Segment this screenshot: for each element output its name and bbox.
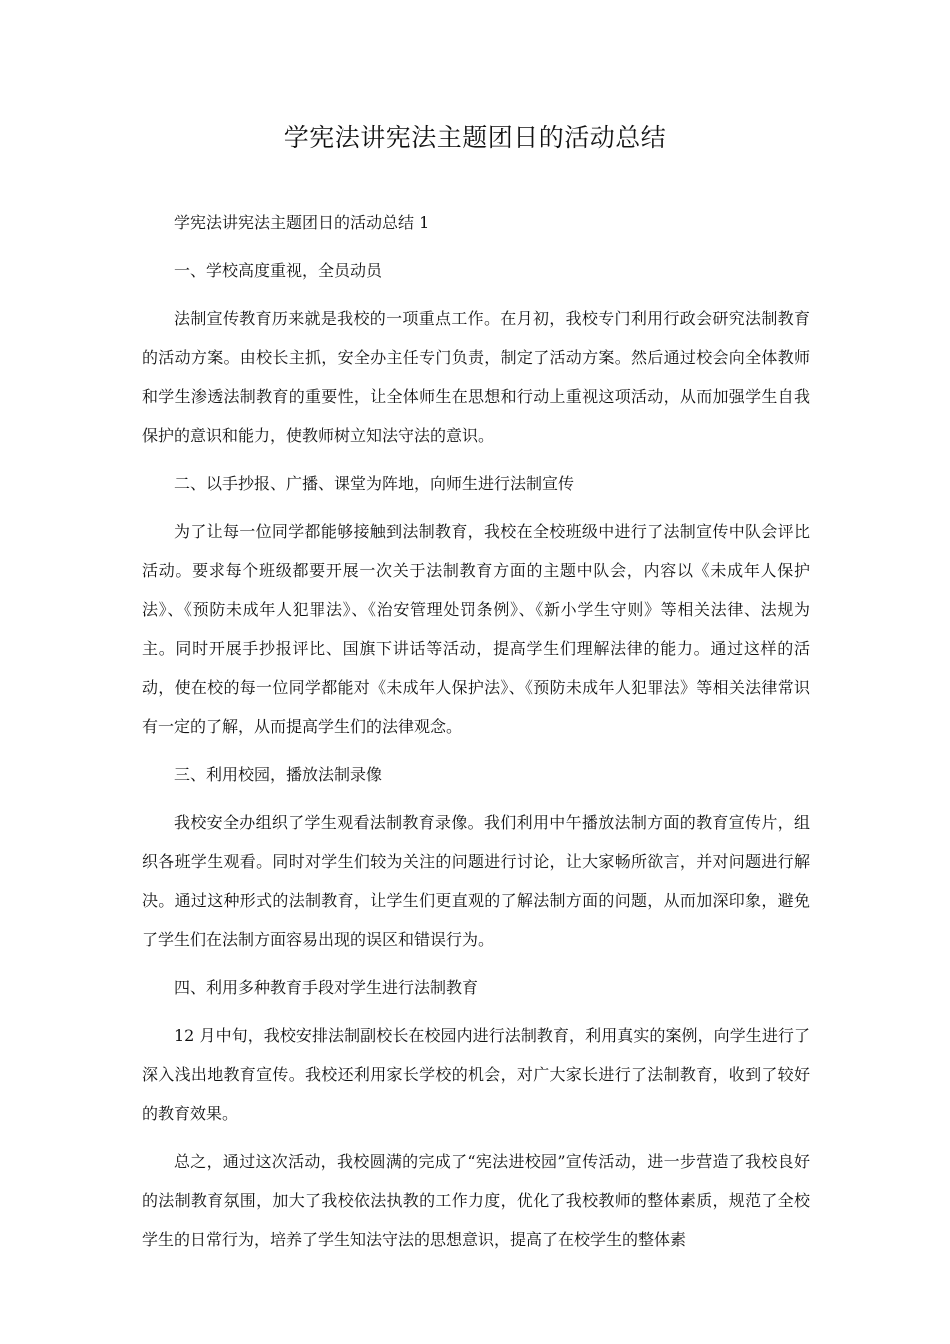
document-body	[142, 203, 810, 1268]
section-subtitle: 学宪法讲宪法主题团日的活动总结 1	[174, 213, 430, 232]
section-heading-1: 一、学校高度重视，全员动员	[174, 261, 383, 280]
section-heading-4: 四、利用多种教育手段对学生进行法制教育	[174, 978, 479, 997]
section-heading-3: 三、利用校园，播放法制录像	[174, 765, 383, 784]
document-title: 学宪法讲宪法主题团日的活动总结	[283, 123, 667, 152]
paragraph-4: 12 月中旬，我校安排法制副校长在校园内进行法制教育，利用真实的案例，向学生进行了深入浅出地教育宣传。我校还利用家长学校的机会，对广大家长进行了法制教育，收到了较好的教育效果。	[142, 1026, 810, 1123]
paragraph-1: 法制宣传教育历来就是我校的一项重点工作。在月初，我校专门利用行政会研究法制教育的活动方案。由校长主抓，安全办主任专门负责，制定了活动方案。然后通过校会向全体教师和学生渗透法制教育的重要性，让全体师生在思想和行动上重视这项活动，从而加强学生自我保护的意识和能力，使教师树立知法守法的意识。	[142, 309, 810, 445]
paragraph-2: 为了让每一位同学都能够接触到法制教育，我校在全校班级中进行了法制宣传中队会评比活动。要求每个班级都要开展一次关于法制教育方面的主题中队会，内容以《未成年人保护法》、《预防未成年人犯罪法》、《治安管理处罚条例》、《新小学生守则》等相关法律、法规为主。同时开展手抄报评比、国旗下讲话等活动，提高学生们理解法律的能力。通过这样的活动，使在校的每一位同学都能对《未成年人保护法》、《预防未成年人犯罪法》等相关法律常识有一定的了解，从而提高学生们的法律观念。	[142, 522, 810, 736]
paragraph-3: 我校安全办组织了学生观看法制教育录像。我们利用中午播放法制方面的教育宣传片，组织各班学生观看。同时对学生们较为关注的问题进行讨论，让大家畅所欲言，并对问题进行解决。通过这种形式的法制教育，让学生们更直观的了解法制方面的问题，从而加深印象，避免了学生们在法制方面容易出现的误区和错误行为。	[142, 813, 810, 949]
paragraph-conclusion: 总之，通过这次活动，我校圆满的完成了“宪法进校园”宣传活动，进一步营造了我校良好的法制教育氛围，加大了我校依法执教的工作力度，优化了我校教师的整体素质，规范了全校学生的日常行为，培养了学生知法守法的思想意识，提高了在校学生的整体素	[142, 1152, 810, 1249]
section-heading-2: 二、以手抄报、广播、课堂为阵地，向师生进行法制宣传	[174, 474, 575, 493]
